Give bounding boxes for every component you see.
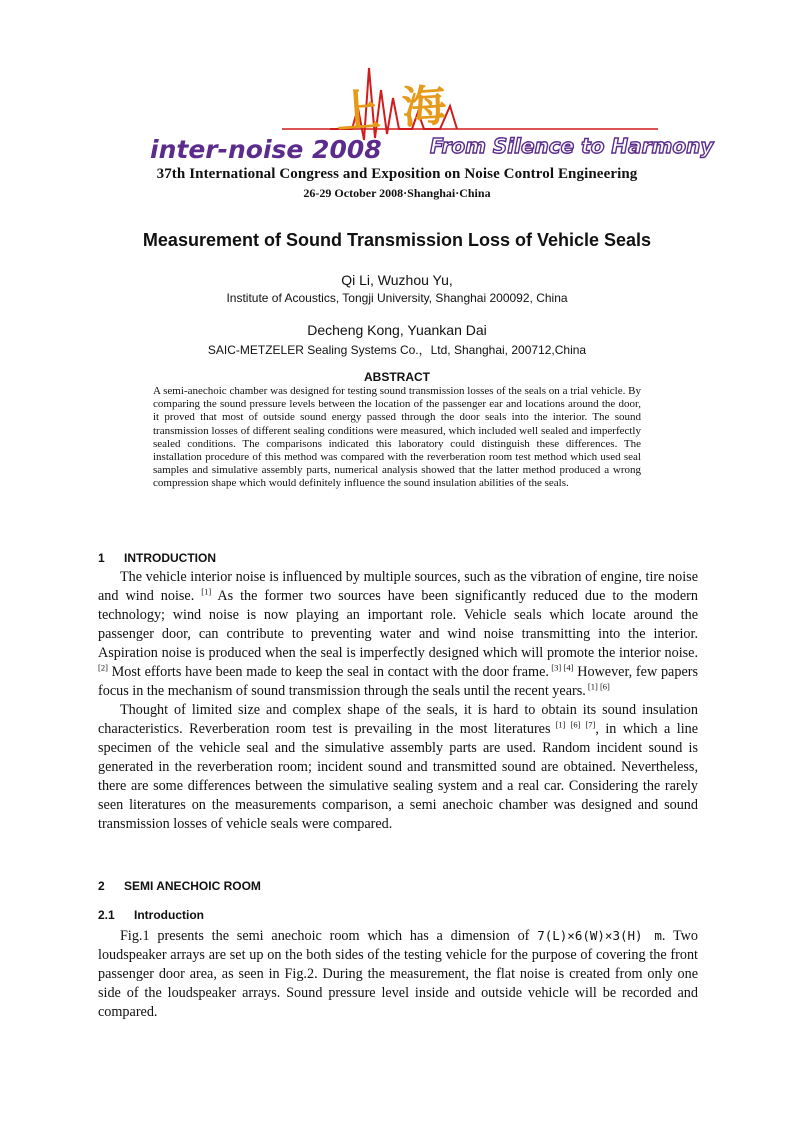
abstract-text: A semi-anechoic chamber was designed for testing sound transmission losses of the seals on a trial vehicle. By comparing the sound pressure levels between the location of the passenger ear and locations around the door, it proved that most of outside sound energy passed through the door seals into the interior. The sound transmission losses of different sealing conditions were measured, which included well sealed and imperfectly sealed conditions. The comparisons indicated this laboratory could distinguish these differences. The installation procedure of this method was compared with the reverberation room test method which used seal samples and simulative assembly parts, numerical analysis showed that the latter method produced a wrong compression shape which would definitely influence the sound insulation abilities of the seals. <box>153 385 641 490</box>
paper-title: Measurement of Sound Transmission Loss of Vehicle Seals <box>142 230 652 250</box>
author-names: Qi Li, Wuzhou Yu, <box>341 272 453 288</box>
section-title: INTRODUCTION <box>124 551 216 565</box>
conference-date-location: 26-29 October 2008·Shanghai·China <box>303 186 491 200</box>
author-affiliation: Institute of Acoustics, Tongji University, Shanghai 200092, China <box>226 291 568 305</box>
subsection-heading <box>98 908 204 922</box>
text-run: As the former two sources have been significantly reduced due to the modern technology; wind noise is now playing an important role. Vehicle seals which locate around the passenger door, can contribute to preventing water and wind noise transmitting into the interior. Aspiration noise is produced when the seal is imperfectly designed which will promote the interior noise. <box>98 588 698 661</box>
citation: [1] [6] [7] <box>550 719 596 730</box>
section-number: 2 <box>98 879 105 893</box>
citation: [2] <box>98 662 108 673</box>
author-affiliation: SAIC-METZELER Sealing Systems Co.，Ltd, Shanghai, 200712,China <box>207 343 587 357</box>
text-run: Most efforts have been made to keep the seal in contact with the door frame. <box>107 664 549 680</box>
citation: [3] [4] <box>548 662 574 673</box>
text-run: However, few papers focus in the mechanism of sound transmission through the seals until the recent years. <box>98 664 698 699</box>
tagline: From Silence to Harmony <box>430 134 714 158</box>
citation: [1] [6] <box>585 681 610 692</box>
citation: [1] <box>201 586 212 597</box>
section-title: SEMI ANECHOIC ROOM <box>124 879 261 893</box>
subsection-number: 2.1 <box>98 908 115 922</box>
conference-name: 37th International Congress and Exposition on Noise Control Engineering <box>156 166 638 182</box>
section-heading <box>98 879 261 893</box>
abstract-heading: ABSTRACT <box>364 370 430 384</box>
text-run: Fig.1 presents the semi anechoic room which has a dimension of <box>120 928 538 944</box>
author-names: Decheng Kong, Yuankan Dai <box>307 322 487 338</box>
text-run: The vehicle interior noise is influenced by multiple sources, such as the vibration of engine, tire noise and wind noise. <box>98 569 698 604</box>
text-run: Thought of limited size and complex shape of the seals, it is hard to obtain its sound insulation characteristics. Reverberation room test is prevailing in the most literatures <box>98 702 698 737</box>
paragraph <box>98 926 698 1022</box>
section-body <box>98 568 698 834</box>
paragraph <box>98 568 698 701</box>
conference-header-logo <box>150 68 714 166</box>
subsection-title: Introduction <box>134 908 204 922</box>
inter-noise-wordmark: inter-noise 2008 <box>150 135 382 164</box>
text-run: , in which a line specimen of the vehicle seal and the simulative assembly parts are used. Random incident sound is generated in the reverberation room; incident sound and transmitted sound are obtained. Nevertheless, there are some differences between the simulative sealing system and a real car. Considering the rarely seen literatures on the measurements comparison, a semi anechoic chamber was designed and sound transmission losses of vehicle seals were compared. <box>98 721 699 832</box>
room-dimensions: 7(L)×6(W)×3(H) m <box>537 928 662 943</box>
section-body <box>98 926 698 1022</box>
section-number: 1 <box>98 551 105 565</box>
text-run: . Two loudspeaker arrays are set up on the both sides of the testing vehicle for the purpose of covering the front passenger door area, as seen in Fig.2. During the measurement, the flat noise is created from only one side of the loudspeaker arrays. Sound pressure level inside and outside vehicle will be recorded and compared. <box>98 928 698 1020</box>
paragraph <box>98 701 698 834</box>
calligraphy-mark: 上海 <box>334 78 470 139</box>
section-heading <box>98 551 216 565</box>
